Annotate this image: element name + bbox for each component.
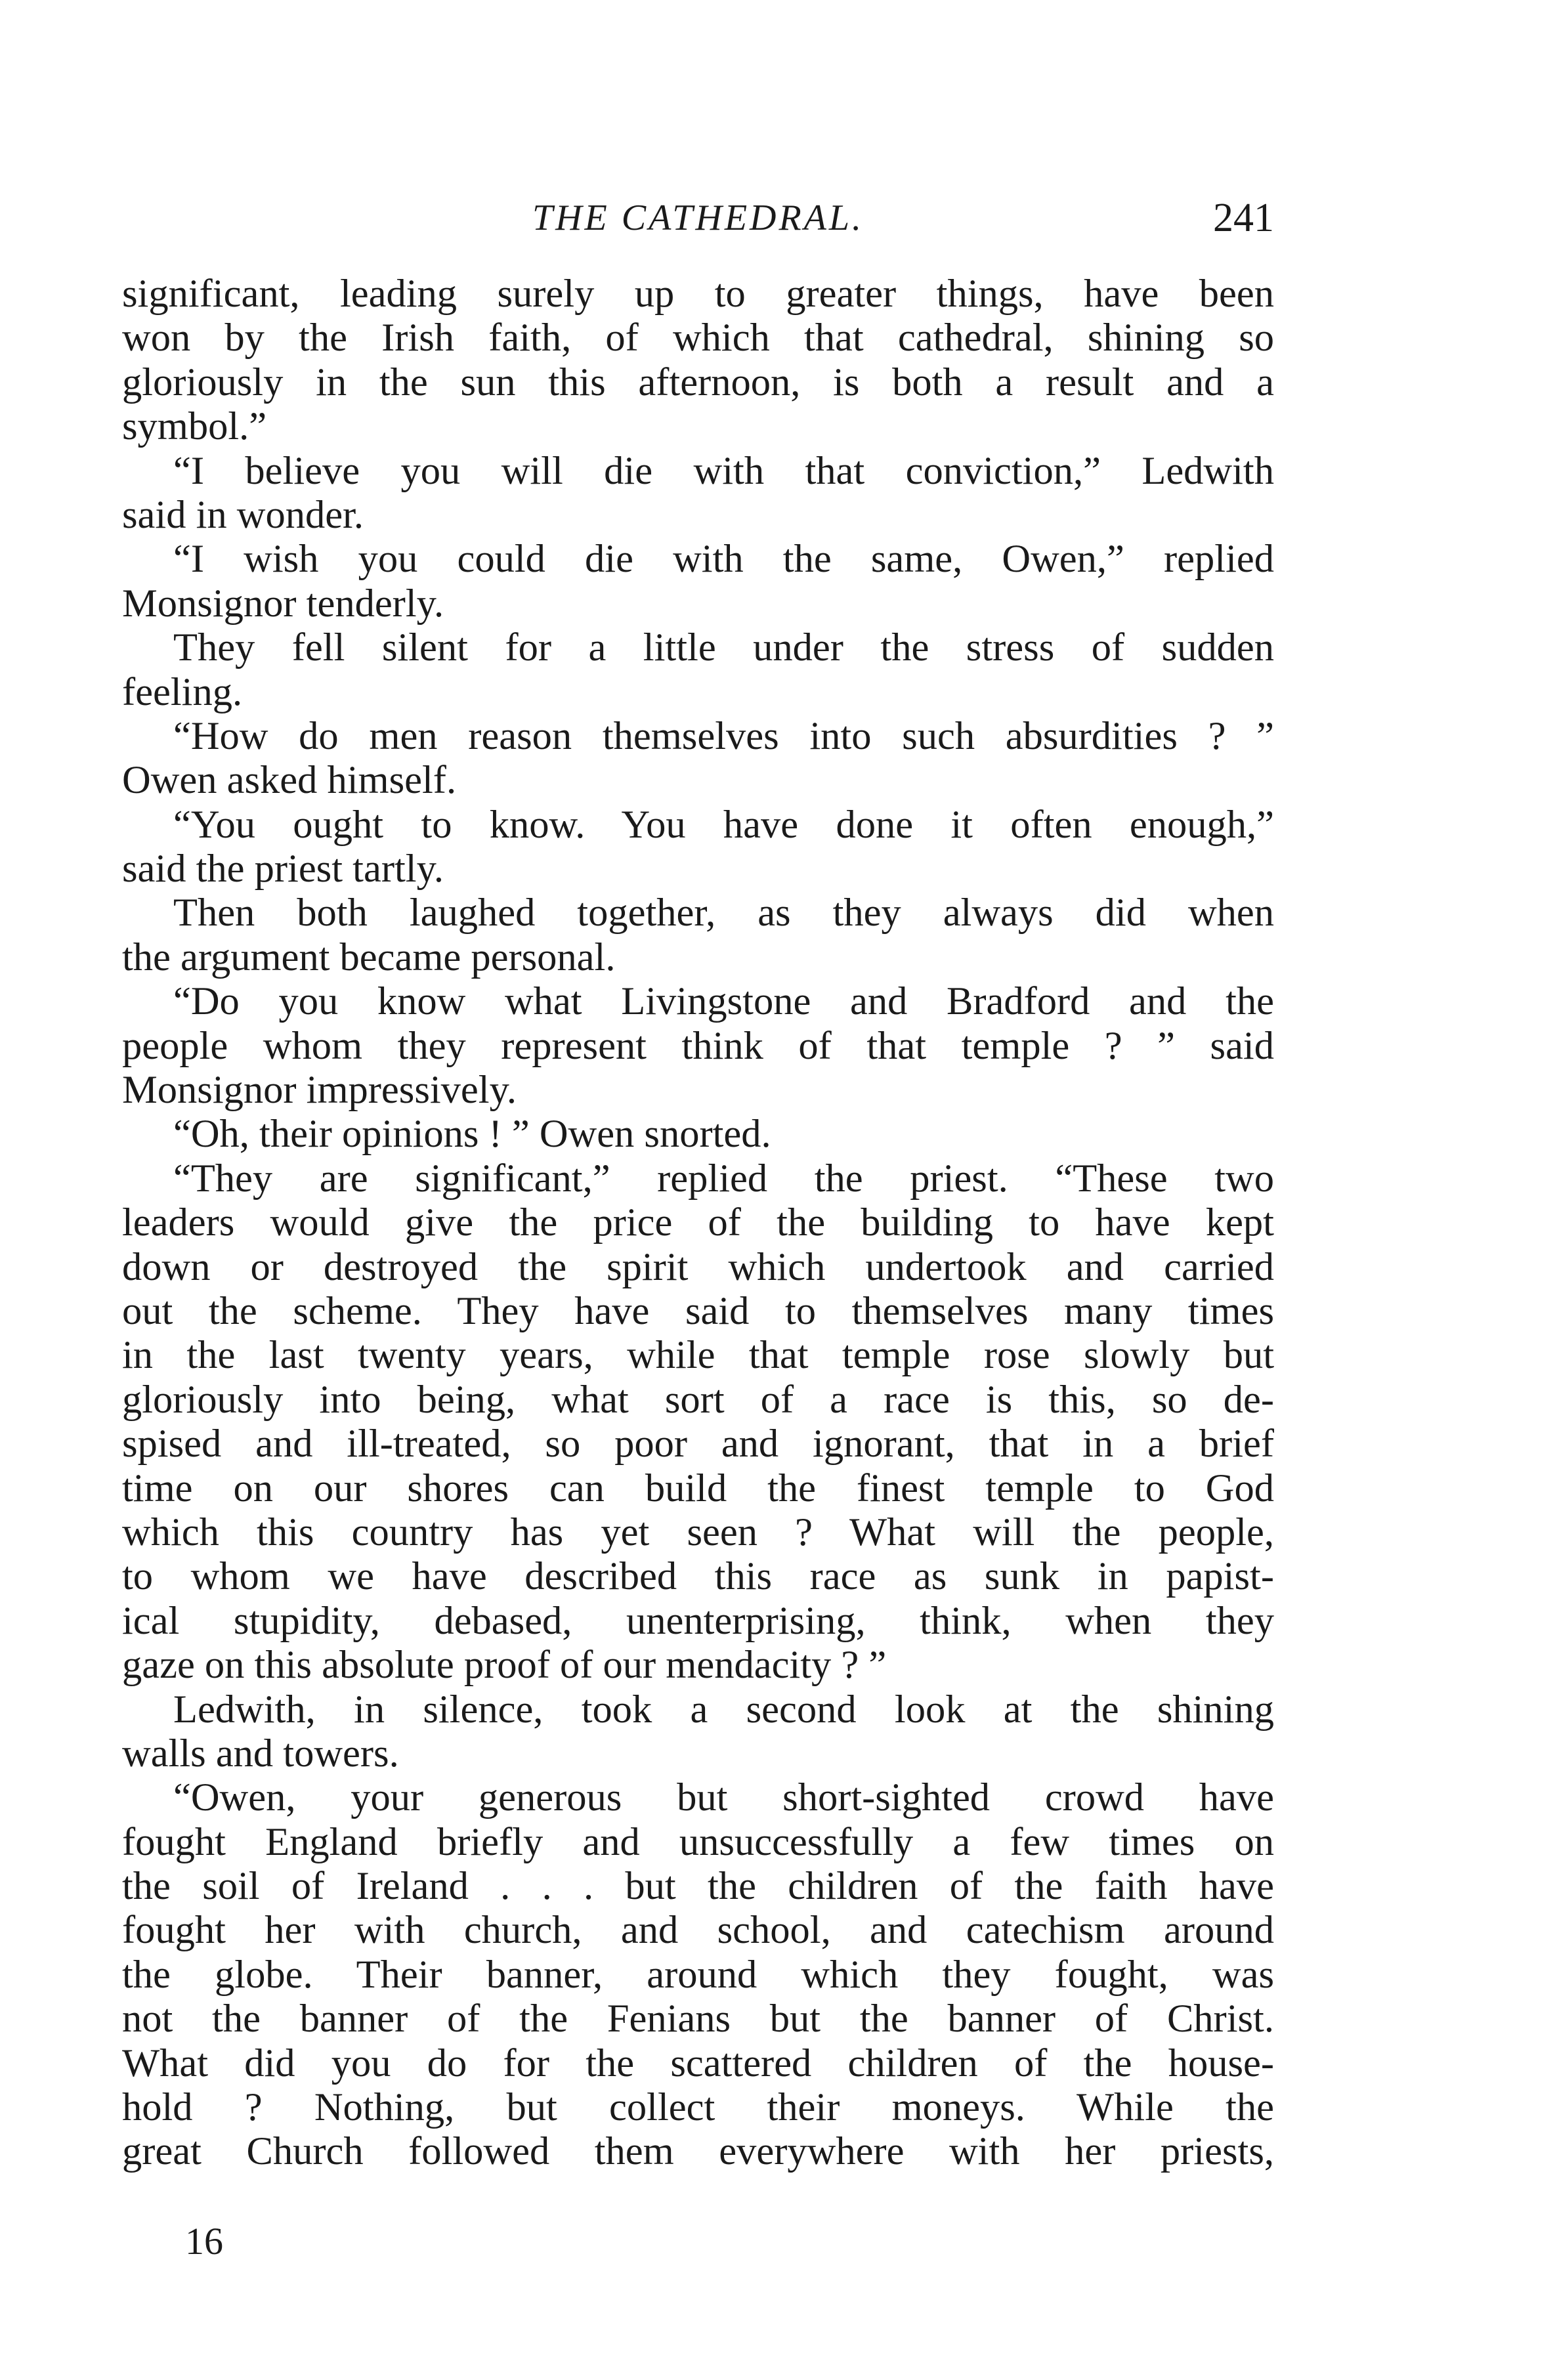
text-line: people whom they represent think of that temple ? ” said bbox=[122, 1023, 1274, 1068]
text-line: the argument became personal. bbox=[122, 935, 616, 979]
text-line: leaders would give the price of the building to have kept bbox=[122, 1201, 1274, 1245]
text-line: “Do you know what Livingstone and Bradford and the bbox=[173, 979, 1274, 1024]
text-line: down or destroyed the spirit which undertook and carried bbox=[122, 1244, 1274, 1289]
text-line: “They are significant,” replied the priest. “These two bbox=[173, 1156, 1274, 1201]
text-line: the globe. Their banner, around which they fought, was bbox=[122, 1952, 1274, 1997]
text-line: said in wonder. bbox=[122, 492, 364, 537]
text-line: said the priest tartly. bbox=[122, 847, 444, 891]
text-line: gloriously into being, what sort of a race is this, so de- bbox=[122, 1377, 1274, 1422]
text-line: fought England briefly and unsuccessfully a few times on bbox=[122, 1819, 1274, 1864]
text-line: in the last twenty years, while that temple rose slowly but bbox=[122, 1333, 1274, 1378]
signature-mark: 16 bbox=[185, 2220, 223, 2263]
text-line: gloriously in the sun this afternoon, is both a result and a bbox=[122, 360, 1274, 404]
text-line: to whom we have described this race as sunk in papist- bbox=[122, 1554, 1274, 1599]
text-line: symbol.” bbox=[122, 404, 267, 449]
text-line: Monsignor tenderly. bbox=[122, 581, 444, 626]
text-line: out the scheme. They have said to themselves many times bbox=[122, 1288, 1274, 1333]
text-line: “You ought to know. You have done it often enough,” bbox=[173, 802, 1274, 847]
text-line: hold ? Nothing, but collect their moneys. While the bbox=[122, 2085, 1274, 2130]
text-line: time on our shores can build the finest temple to God bbox=[122, 1466, 1274, 1510]
text-line: gaze on this absolute proof of our mendacity ? ” bbox=[122, 1643, 887, 1688]
text-line: What did you do for the scattered children of the house- bbox=[122, 2041, 1274, 2085]
text-line: spised and ill-treated, so poor and ignorant, that in a brief bbox=[122, 1422, 1274, 1466]
text-line: They fell silent for a little under the stress of sudden bbox=[173, 626, 1274, 670]
text-line: fought her with church, and school, and catechism around bbox=[122, 1908, 1274, 1953]
running-title: THE CATHEDRAL. bbox=[532, 198, 864, 238]
text-line: “Oh, their opinions ! ” Owen snorted. bbox=[173, 1112, 771, 1157]
text-line: the soil of Ireland . . . but the children of the faith have bbox=[122, 1864, 1274, 1909]
text-line: Then both laughed together, as they always did when bbox=[173, 891, 1274, 935]
text-line: “I believe you will die with that conviction,” Ledwith bbox=[173, 448, 1274, 493]
page-number: 241 bbox=[1213, 196, 1274, 240]
text-line: “How do men reason themselves into such absurdities ? ” bbox=[173, 713, 1274, 758]
text-line: Monsignor impressively. bbox=[122, 1068, 517, 1113]
text-line: not the banner of the Fenians but the banner of Christ. bbox=[122, 1997, 1274, 2041]
text-line: walls and towers. bbox=[122, 1731, 399, 1775]
text-line: Owen asked himself. bbox=[122, 758, 457, 803]
text-line: “Owen, your generous but short-sighted crowd have bbox=[173, 1775, 1274, 1820]
running-header bbox=[122, 192, 1274, 244]
text-line: won by the Irish faith, of which that cathedral, shining so bbox=[122, 316, 1274, 360]
text-line: significant, leading surely up to greater things, have been bbox=[122, 272, 1274, 316]
text-line: Ledwith, in silence, took a second look at the shining bbox=[173, 1687, 1274, 1732]
text-line: feeling. bbox=[122, 669, 243, 714]
text-line: ical stupidity, debased, unenterprising, think, when they bbox=[122, 1598, 1274, 1643]
text-line: great Church followed them everywhere with her priests, bbox=[122, 2129, 1274, 2174]
body-text bbox=[122, 272, 1274, 2174]
text-line: “I wish you could die with the same, Owen,” replied bbox=[173, 537, 1274, 582]
text-line: which this country has yet seen ? What will the people, bbox=[122, 1510, 1274, 1554]
